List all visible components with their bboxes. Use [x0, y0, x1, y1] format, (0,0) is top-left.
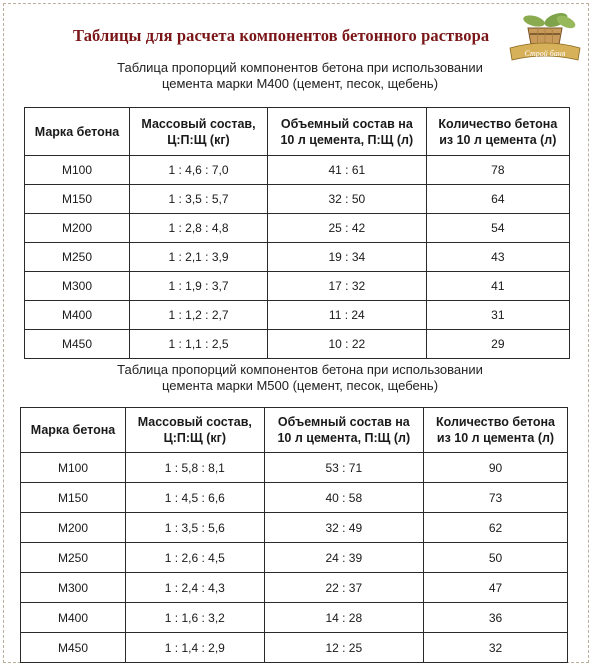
table-row [25, 156, 570, 185]
grade-cell: М200 [21, 513, 126, 543]
table2-header-row [21, 408, 568, 453]
table1-header-volume: Объемный состав на 10 л цемента, П:Щ (л) [267, 108, 426, 156]
mass-cell: 1 : 2,4 : 4,3 [126, 573, 265, 603]
volume-cell: 10 : 22 [267, 330, 426, 359]
yield-cell: 62 [424, 513, 568, 543]
volume-cell: 24 : 39 [264, 543, 423, 573]
grade-cell: М450 [25, 330, 130, 359]
volume-cell: 12 : 25 [264, 633, 423, 663]
grade-cell: М150 [25, 185, 130, 214]
table1-caption-line1: Таблица пропорций компонентов бетона при использовании [117, 60, 483, 75]
table2-header-volume: Объемный состав на 10 л цемента, П:Щ (л) [264, 408, 423, 453]
grade-cell: М100 [21, 453, 126, 483]
mass-cell: 1 : 2,6 : 4,5 [126, 543, 265, 573]
mass-cell: 1 : 1,9 : 3,7 [130, 272, 268, 301]
table-row [21, 453, 568, 483]
table-row [21, 513, 568, 543]
grade-cell: М300 [25, 272, 130, 301]
table-row [25, 214, 570, 243]
volume-cell: 25 : 42 [267, 214, 426, 243]
table-row [25, 272, 570, 301]
volume-cell: 17 : 32 [267, 272, 426, 301]
volume-cell: 32 : 49 [264, 513, 423, 543]
grade-cell: М400 [25, 301, 130, 330]
mass-cell: 1 : 1,1 : 2,5 [130, 330, 268, 359]
mass-cell: 1 : 2,8 : 4,8 [130, 214, 268, 243]
mass-cell: 1 : 1,4 : 2,9 [126, 633, 265, 663]
table-row [21, 543, 568, 573]
mass-cell: 1 : 3,5 : 5,7 [130, 185, 268, 214]
logo [506, 8, 584, 68]
yield-cell: 54 [426, 214, 569, 243]
volume-cell: 41 : 61 [267, 156, 426, 185]
table-row [21, 633, 568, 663]
table1-header-yield: Количество бетона из 10 л цемента (л) [426, 108, 569, 156]
yield-cell: 43 [426, 243, 569, 272]
table2-header-mass: Массовый состав, Ц:П:Щ (кг) [126, 408, 265, 453]
volume-cell: 22 : 37 [264, 573, 423, 603]
volume-cell: 53 : 71 [264, 453, 423, 483]
mass-cell: 1 : 4,5 : 6,6 [126, 483, 265, 513]
mass-cell: 1 : 3,5 : 5,6 [126, 513, 265, 543]
yield-cell: 29 [426, 330, 569, 359]
yield-cell: 64 [426, 185, 569, 214]
volume-cell: 32 : 50 [267, 185, 426, 214]
table-row [21, 603, 568, 633]
table-row [21, 573, 568, 603]
table1-header-mass: Массовый состав, Ц:П:Щ (кг) [130, 108, 268, 156]
mass-cell: 1 : 1,2 : 2,7 [130, 301, 268, 330]
mass-cell: 1 : 4,6 : 7,0 [130, 156, 268, 185]
table2-header-grade: Марка бетона [21, 408, 126, 453]
table2 [20, 407, 568, 663]
table1 [24, 107, 570, 359]
page-title: Таблицы для расчета компонентов бетонного раствора [73, 26, 490, 45]
table-row [25, 185, 570, 214]
yield-cell: 36 [424, 603, 568, 633]
table1-header-grade: Марка бетона [25, 108, 130, 156]
yield-cell: 47 [424, 573, 568, 603]
table2-caption [40, 362, 560, 394]
yield-cell: 31 [426, 301, 569, 330]
table-row [21, 483, 568, 513]
yield-cell: 50 [424, 543, 568, 573]
table-row [25, 301, 570, 330]
volume-cell: 11 : 24 [267, 301, 426, 330]
grade-cell: М300 [21, 573, 126, 603]
grade-cell: М200 [25, 214, 130, 243]
grade-cell: М100 [25, 156, 130, 185]
grade-cell: М250 [21, 543, 126, 573]
table-row [25, 243, 570, 272]
table2-caption-line1: Таблица пропорций компонентов бетона при использовании [117, 362, 483, 377]
grade-cell: М250 [25, 243, 130, 272]
table-row [25, 330, 570, 359]
table1-caption [40, 60, 560, 92]
yield-cell: 32 [424, 633, 568, 663]
mass-cell: 1 : 5,8 : 8,1 [126, 453, 265, 483]
table2-caption-line2: цемента марки М500 (цемент, песок, щебень) [161, 378, 439, 393]
table2-header-yield: Количество бетона из 10 л цемента (л) [424, 408, 568, 453]
volume-cell: 19 : 34 [267, 243, 426, 272]
grade-cell: М400 [21, 603, 126, 633]
yield-cell: 41 [426, 272, 569, 301]
logo-text: Строй баня [524, 49, 566, 58]
table1-header-row [25, 108, 570, 156]
mass-cell: 1 : 2,1 : 3,9 [130, 243, 268, 272]
volume-cell: 14 : 28 [264, 603, 423, 633]
bath-bucket-icon [506, 8, 584, 68]
yield-cell: 73 [424, 483, 568, 513]
mass-cell: 1 : 1,6 : 3,2 [126, 603, 265, 633]
yield-cell: 90 [424, 453, 568, 483]
yield-cell: 78 [426, 156, 569, 185]
volume-cell: 40 : 58 [264, 483, 423, 513]
grade-cell: М450 [21, 633, 126, 663]
table1-caption-line2: цемента марки М400 (цемент, песок, щебень) [161, 76, 439, 91]
grade-cell: М150 [21, 483, 126, 513]
